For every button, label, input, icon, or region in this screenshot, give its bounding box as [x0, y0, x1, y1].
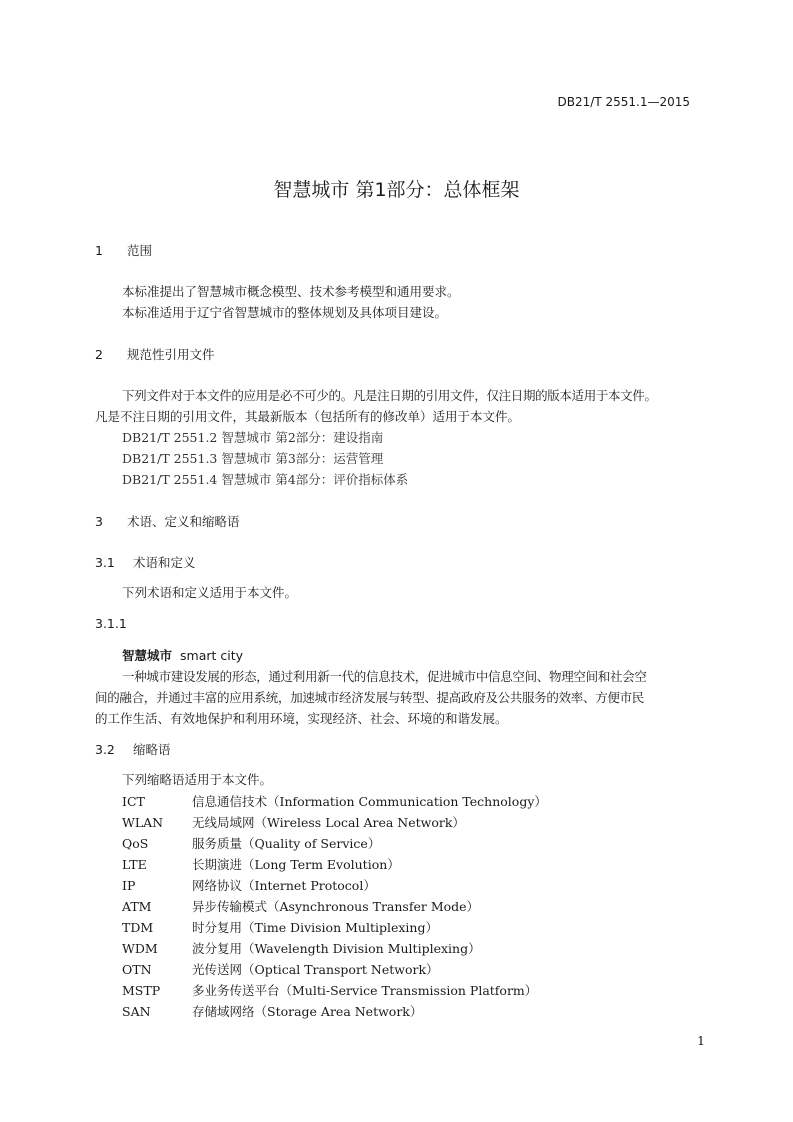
abbreviation-code: WDM: [122, 941, 158, 956]
section-number: 2: [95, 347, 103, 362]
term-number: 3.1.1: [95, 616, 127, 631]
abbreviation-item: [122, 1002, 422, 1020]
reference-item: DB21/T 2551.2 智慧城市 第2部分：建设指南: [122, 430, 384, 445]
abbreviation-item: [122, 855, 400, 873]
section-title: 术语、定义和缩略语: [127, 514, 240, 529]
definition-line: 的工作生活、有效地保护和利用环境，实现经济、社会、环境的和谐发展。: [95, 711, 508, 726]
abbreviation-code: QoS: [122, 836, 149, 851]
document-code: DB21/T 2551.1—2015: [557, 95, 690, 109]
paragraph: 下列缩略语适用于本文件。: [122, 772, 273, 787]
abbreviation-code: IP: [122, 878, 136, 893]
definition-line: 间的融合，并通过丰富的应用系统，加速城市经济发展与转型、提高政府及公共服务的效率、方便市民: [95, 690, 645, 705]
abbreviation-item: [122, 981, 537, 999]
section-2-heading: [95, 345, 215, 363]
abbreviation-description: 无线局域网（Wireless Local Area Network）: [192, 815, 465, 830]
section-title: 规范性引用文件: [127, 347, 215, 362]
abbreviation-item: [122, 939, 481, 957]
abbreviation-description: 波分复用（Wavelength Division Multiplexing）: [192, 941, 481, 956]
subsection-3-2-heading: [95, 740, 171, 758]
section-title: 范围: [127, 243, 153, 258]
paragraph: 凡是不注日期的引用文件，其最新版本（包括所有的修改单）适用于本文件。: [95, 409, 521, 424]
abbreviation-code: WLAN: [122, 815, 164, 830]
abbreviation-code: ATM: [122, 899, 152, 914]
abbreviation-description: 服务质量（Quality of Service）: [192, 836, 381, 851]
section-number: 1: [95, 243, 103, 258]
abbreviation-item: [122, 813, 465, 831]
abbreviation-description: 多业务传送平台（Multi-Service Transmission Platform）: [192, 983, 538, 998]
paragraph: 下列术语和定义适用于本文件。: [122, 585, 298, 600]
abbreviation-code: MSTP: [122, 983, 161, 998]
paragraph: 下列文件对于本文件的应用是必不可少的。凡是注日期的引用文件，仅注日期的版本适用于本文件。: [122, 388, 657, 403]
section-title: 术语和定义: [133, 555, 196, 570]
page-number: 1: [697, 1033, 705, 1048]
abbreviation-item: [122, 897, 479, 915]
abbreviation-item: [122, 834, 380, 852]
section-3-heading: [95, 512, 240, 530]
abbreviation-item: [122, 876, 376, 894]
abbreviation-code: LTE: [122, 857, 147, 872]
abbreviation-description: 时分复用（Time Division Multiplexing）: [192, 920, 438, 935]
abbreviation-item: [122, 918, 438, 936]
abbreviation-description: 信息通信技术（Information Communication Technology）: [192, 794, 547, 809]
section-number: 3: [95, 514, 103, 529]
abbreviation-description: 存储域网络（Storage Area Network）: [192, 1004, 423, 1019]
abbreviation-description: 长期演进（Long Term Evolution）: [192, 857, 400, 872]
abbreviation-item: [122, 960, 439, 978]
paragraph: 本标准提出了智慧城市概念模型、技术参考模型和通用要求。: [122, 284, 460, 299]
reference-item: DB21/T 2551.4 智慧城市 第4部分：评价指标体系: [122, 472, 409, 487]
term-zh: 智慧城市: [122, 648, 173, 663]
section-number: 3.2: [95, 742, 115, 757]
term-entry: [122, 646, 243, 664]
section-1-heading: [95, 241, 152, 259]
section-number: 3.1: [95, 555, 115, 570]
abbreviation-code: TDM: [122, 920, 154, 935]
abbreviation-description: 光传送网（Optical Transport Network）: [192, 962, 439, 977]
abbreviation-description: 网络协议（Internet Protocol）: [192, 878, 376, 893]
abbreviation-item: [122, 792, 547, 810]
subsection-3-1-heading: [95, 553, 196, 571]
reference-item: DB21/T 2551.3 智慧城市 第3部分：运营管理: [122, 451, 384, 466]
term-en: smart city: [180, 648, 244, 663]
abbreviation-description: 异步传输模式（Asynchronous Transfer Mode）: [192, 899, 480, 914]
abbreviation-code: OTN: [122, 962, 152, 977]
definition-line: 一种城市建设发展的形态，通过利用新一代的信息技术，促进城市中信息空间、物理空间和社会空: [122, 669, 647, 684]
page-title: 智慧城市 第1部分：总体框架: [273, 179, 520, 201]
paragraph: 本标准适用于辽宁省智慧城市的整体规划及具体项目建设。: [122, 305, 448, 320]
abbreviation-code: ICT: [122, 794, 145, 809]
section-title: 缩略语: [133, 742, 171, 757]
abbreviation-code: SAN: [122, 1004, 151, 1019]
